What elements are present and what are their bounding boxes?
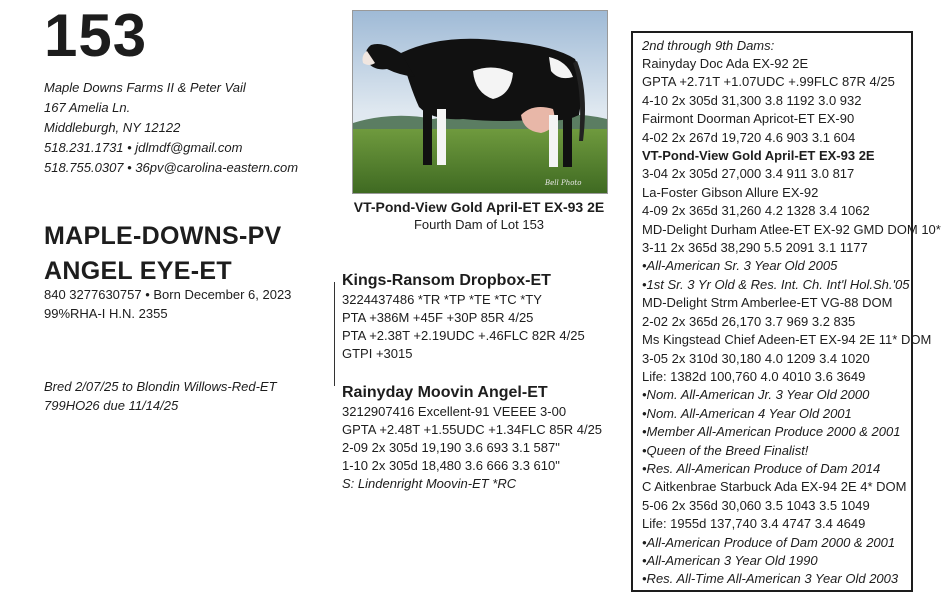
photo-caption-title: VT-Pond-View Gold April-ET EX-93 2E [353,199,605,215]
dam-history-line: VT-Pond-View Gold April-ET EX-93 2E [642,148,875,164]
dam-history-line: •All-American Sr. 3 Year Old 2005 [642,258,838,274]
dams-lines [642,55,941,589]
dam-history-line: Life: 1382d 100,760 4.0 4010 3.6 3649 [642,368,866,384]
dam-history-line: Rainyday Doc Ada EX-92 2E [642,56,809,71]
consignor-city: Middleburgh, NY 12122 [44,120,181,135]
bred-info [44,377,277,415]
dam-line: 1-10 2x 305d 18,480 3.6 666 3.3 610" [342,458,560,473]
photo-signature: Bell Photo [545,179,582,187]
dams-header: 2nd through 9th Dams: [642,38,775,53]
dam-history-line: 3-11 2x 365d 38,290 5.5 2091 3.1 1177 [642,240,868,256]
dam-history-line: GPTA +2.71T +1.07UDC +.99FLC 87R 4/25 [642,74,895,90]
dam-history-line: •All-American Produce of Dam 2000 & 2001 [642,534,896,550]
animal-name-line-1: MAPLE-DOWNS-PV [44,222,282,250]
dam-history-line: 5-06 2x 356d 30,060 3.5 1043 3.5 1049 [642,497,870,513]
dam-history-line: 3-04 2x 305d 27,000 3.4 911 3.0 817 [642,166,855,182]
dam-block [342,383,622,493]
dam-line: 3212907416 Excellent-91 VEEEE 3-00 [342,404,567,419]
animal-rha-hn: 99%RHA-I H.N. 2355 [44,306,168,321]
bred-line-1: Bred 2/07/25 to Blondin Willows-Red-ET [44,379,277,394]
dam-line: 2-09 2x 305d 19,190 3.6 693 3.1 587" [342,440,560,455]
dam-history-line: 3-05 2x 310d 30,180 4.0 1209 3.4 1020 [642,350,870,366]
dam-history-line: 4-02 2x 267d 19,720 4.6 903 3.1 604 [642,129,856,145]
animal-name-line-2: ANGEL EYE-ET [44,257,232,285]
dam-history-line: •All-American 3 Year Old 1990 [642,552,818,568]
dams-box [631,31,941,592]
consignor-block [44,78,298,178]
animal-meta [44,285,291,323]
animal-name [44,219,282,289]
dam-history-line: C Aitkenbrae Starbuck Ada EX-94 2E 4* DOM [642,479,907,495]
dam-name: Rainyday Moovin Angel-ET [342,384,548,401]
dam-history-line: •Nom. All-American Jr. 3 Year Old 2000 [642,387,870,403]
sire-line: PTA +386M +45F +30P 85R 4/25 [342,310,534,325]
sire-line: GTPI +3015 [342,346,413,361]
dam-history-line: MD-Delight Strm Amberlee-ET VG-88 DOM [642,295,893,311]
dam-history-line: •Res. All-Time All-American 3 Year Old 2003 [642,571,899,587]
bred-line-2: 799HO26 due 11/14/25 [44,398,179,413]
dam-sire-line: S: Lindenright Moovin-ET *RC [342,476,517,491]
dam-history-line: •Nom. All-American 4 Year Old 2001 [642,405,852,421]
dam-history-line: Life: 1955d 137,740 3.4 4747 3.4 4649 [642,516,866,532]
dam-history-line: Fairmont Doorman Apricot-ET EX-90 [642,111,855,127]
consignor-contact-2: 518.755.0307 • 36pv@carolina-eastern.com [44,160,299,175]
dam-history-line: 4-10 2x 305d 31,300 3.8 1192 3.0 932 [642,92,862,108]
photo-caption [330,198,628,233]
dam-line: GPTA +2.48T +1.55UDC +1.34FLC 85R 4/25 [342,422,603,437]
photo-caption-subtitle: Fourth Dam of Lot 153 [413,217,545,232]
dam-history-line: •Member All-American Produce 2000 & 2001 [642,424,901,440]
animal-id-birth: 840 3277630757 • Born December 6, 2023 [44,287,292,302]
sire-line: 3224437486 *TR *TP *TE *TC *TY [342,292,542,307]
dam-history-line: •Res. All-American Produce of Dam 2014 [642,460,881,476]
dam-history-line: MD-Delight Durham Atlee-ET EX-92 GMD DOM 10* [642,221,941,237]
dam-history-line: 2-02 2x 365d 26,170 3.7 969 3.2 835 [642,313,856,329]
dam-history-line: La-Foster Gibson Allure EX-92 [642,184,819,200]
consignor-address: 167 Amelia Ln. [44,100,131,115]
consignor-contact-1: 518.231.1731 • jdlmdf@gmail.com [44,140,243,155]
pedigree-bracket-line [334,282,335,386]
dam-history-line: •Queen of the Breed Finalist! [642,442,809,458]
lot-number: 153 [44,2,148,69]
sire-name: Kings-Ransom Dropbox-ET [342,272,551,289]
consignor-name: Maple Downs Farms II & Peter Vail [44,80,246,95]
dam-history-line: 4-09 2x 365d 31,260 4.2 1328 3.4 1062 [642,203,870,219]
dam-history-line: Ms Kingstead Chief Adeen-ET EX-94 2E 11* DOM [642,332,932,348]
dam-history-line: •1st Sr. 3 Yr Old & Res. Int. Ch. Int'l Hol.Sh.'05 [642,276,910,292]
cow-photo [352,10,608,194]
sire-block [342,271,622,363]
sire-line: PTA +2.38T +2.19UDC +.46FLC 82R 4/25 [342,328,585,343]
